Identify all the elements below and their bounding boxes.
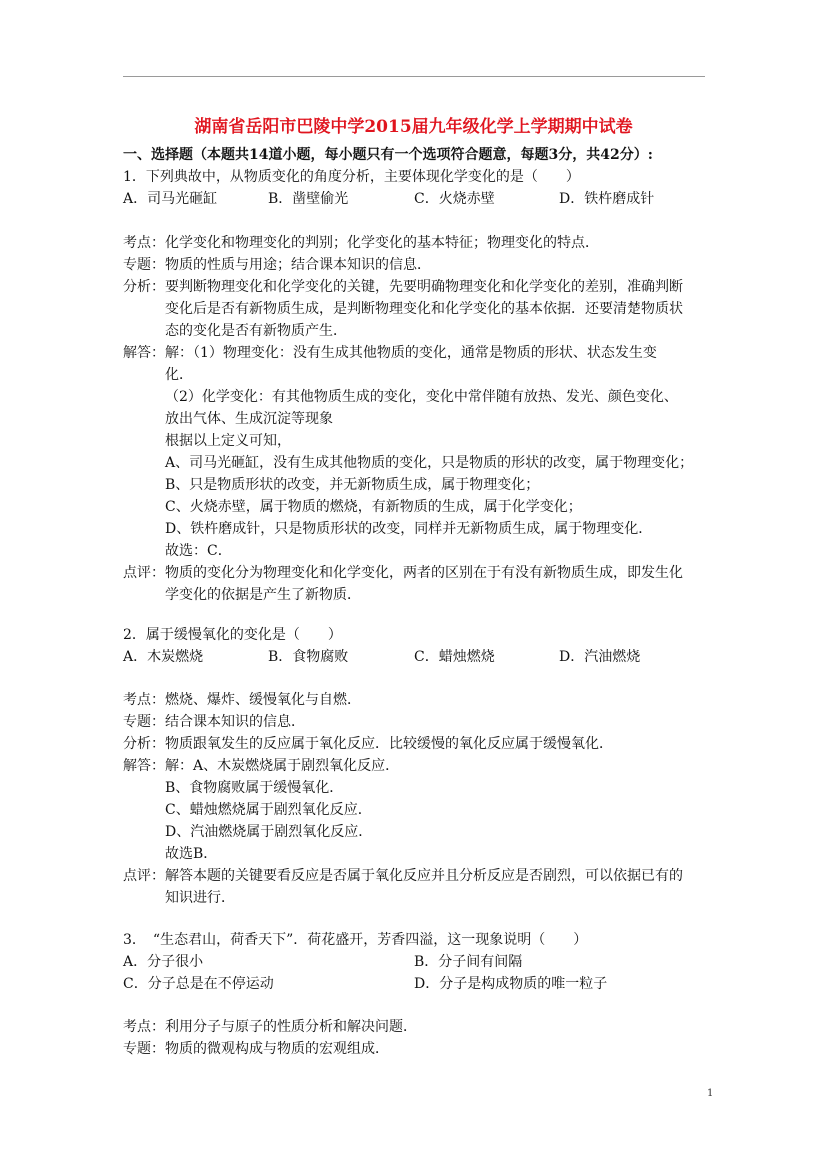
q1-jieda-7: B、只是物质形状的改变，并无新物质生成，属于物理变化； bbox=[165, 477, 540, 493]
q1-jieda-4: 放出气体、生成沉淀等现象 bbox=[165, 411, 333, 427]
q3-kaodian: 考点：利用分子与原子的性质分析和解决问题． bbox=[123, 1019, 417, 1035]
q1-jieda-8: C、火烧赤壁，属于物质的燃烧，有新物质的生成，属于化学变化； bbox=[165, 499, 582, 515]
page-number: 1 bbox=[707, 1088, 714, 1099]
q3-zhuanti: 专题：物质的微观构成与物质的宏观组成． bbox=[123, 1041, 389, 1057]
q3-stem: 3． “生态君山，荷香天下”．荷花盛开，芳香四溢，这一现象说明（ ） bbox=[123, 932, 588, 948]
q2-kaodian: 考点：燃烧、爆炸、缓慢氧化与自燃． bbox=[123, 692, 361, 708]
q1-option-b: B．凿壁偷光 bbox=[268, 191, 349, 207]
q1-jieda-5: 根据以上定义可知， bbox=[165, 433, 291, 449]
q2-zhuanti: 专题：结合课本知识的信息． bbox=[123, 714, 305, 730]
q1-option-d: D．铁杵磨成针 bbox=[559, 191, 655, 207]
q2-option-d: D．汽油燃烧 bbox=[559, 649, 641, 665]
q1-jieda-1: 解答：解：（1）物理变化：没有生成其他物质的变化，通常是物质的形状、状态发生变 bbox=[123, 345, 657, 361]
q1-stem: 1．下列典故中，从物质变化的角度分析，主要体现化学变化的是（ ） bbox=[123, 169, 580, 185]
header-rule bbox=[123, 76, 705, 77]
q2-jieda-1: 解答：解：A、木炭燃烧属于剧烈氧化反应． bbox=[123, 758, 400, 774]
q1-answer: 故选：C． bbox=[165, 543, 232, 559]
section-heading: 一、选择题（本题共14道小题，每小题只有一个选项符合题意，每题3分，共42分）: bbox=[123, 147, 653, 163]
q2-jieda-3: C、蜡烛燃烧属于剧烈氧化反应． bbox=[165, 802, 372, 818]
q2-jieda-4: D、汽油燃烧属于剧烈氧化反应． bbox=[165, 824, 373, 840]
q3-option-a: A．分子很小 bbox=[123, 954, 204, 970]
q2-option-a: A．木炭燃烧 bbox=[123, 649, 204, 665]
q2-option-c: C．蜡烛燃烧 bbox=[414, 649, 495, 665]
q2-answer: 故选B． bbox=[165, 846, 218, 862]
q2-dianping-2: 知识进行． bbox=[165, 890, 235, 906]
q2-jieda-2: B、食物腐败属于缓慢氧化． bbox=[165, 780, 344, 796]
q1-fenxi-3: 态的变化是否有新物质产生． bbox=[165, 323, 347, 339]
q1-jieda-2: 化． bbox=[165, 367, 193, 383]
q3-option-b: B．分子间有间隔 bbox=[414, 954, 523, 970]
q2-stem: 2．属于缓慢氧化的变化是（ ） bbox=[123, 627, 342, 643]
q1-jieda-3: （2）化学变化：有其他物质生成的变化，变化中常伴随有放热、发光、颜色变化、 bbox=[165, 389, 678, 405]
q1-jieda-9: D、铁杵磨成针，只是物质形状的改变，同样并无新物质生成，属于物理变化． bbox=[165, 521, 653, 537]
document-title: 湖南省岳阳市巴陵中学2015届九年级化学上学期期中试卷 bbox=[194, 117, 633, 137]
q1-dianping-2: 学变化的依据是产生了新物质． bbox=[165, 587, 361, 603]
q1-jieda-6: A、司马光砸缸，没有生成其他物质的变化，只是物质的形状的改变，属于物理变化； bbox=[165, 455, 694, 471]
q1-fenxi-2: 变化后是否有新物质生成，是判断物理变化和化学变化的基本依据．还要清楚物质状 bbox=[165, 301, 683, 317]
q2-fenxi: 分析：物质跟氧发生的反应属于氧化反应．比较缓慢的氧化反应属于缓慢氧化． bbox=[123, 736, 613, 752]
q2-dianping-1: 点评：解答本题的关键要看反应是否属于氧化反应并且分析反应是否剧烈，可以依据已有的 bbox=[123, 868, 683, 884]
q1-kaodian: 考点：化学变化和物理变化的判别；化学变化的基本特征；物理变化的特点． bbox=[123, 235, 599, 251]
q1-option-a: A．司马光砸缸 bbox=[123, 191, 218, 207]
q1-zhuanti: 专题：物质的性质与用途；结合课本知识的信息． bbox=[123, 257, 431, 273]
q1-fenxi-1: 分析：要判断物理变化和化学变化的关键，先要明确物理变化和化学变化的差别，准确判断 bbox=[123, 279, 683, 295]
q1-dianping-1: 点评：物质的变化分为物理变化和化学变化，两者的区别在于有没有新物质生成，即发生化 bbox=[123, 565, 683, 581]
q1-option-c: C．火烧赤壁 bbox=[414, 191, 495, 207]
q2-option-b: B．食物腐败 bbox=[268, 649, 349, 665]
q3-option-c: C．分子总是在不停运动 bbox=[123, 976, 274, 992]
q3-option-d: D．分子是构成物质的唯一粒子 bbox=[414, 976, 608, 992]
